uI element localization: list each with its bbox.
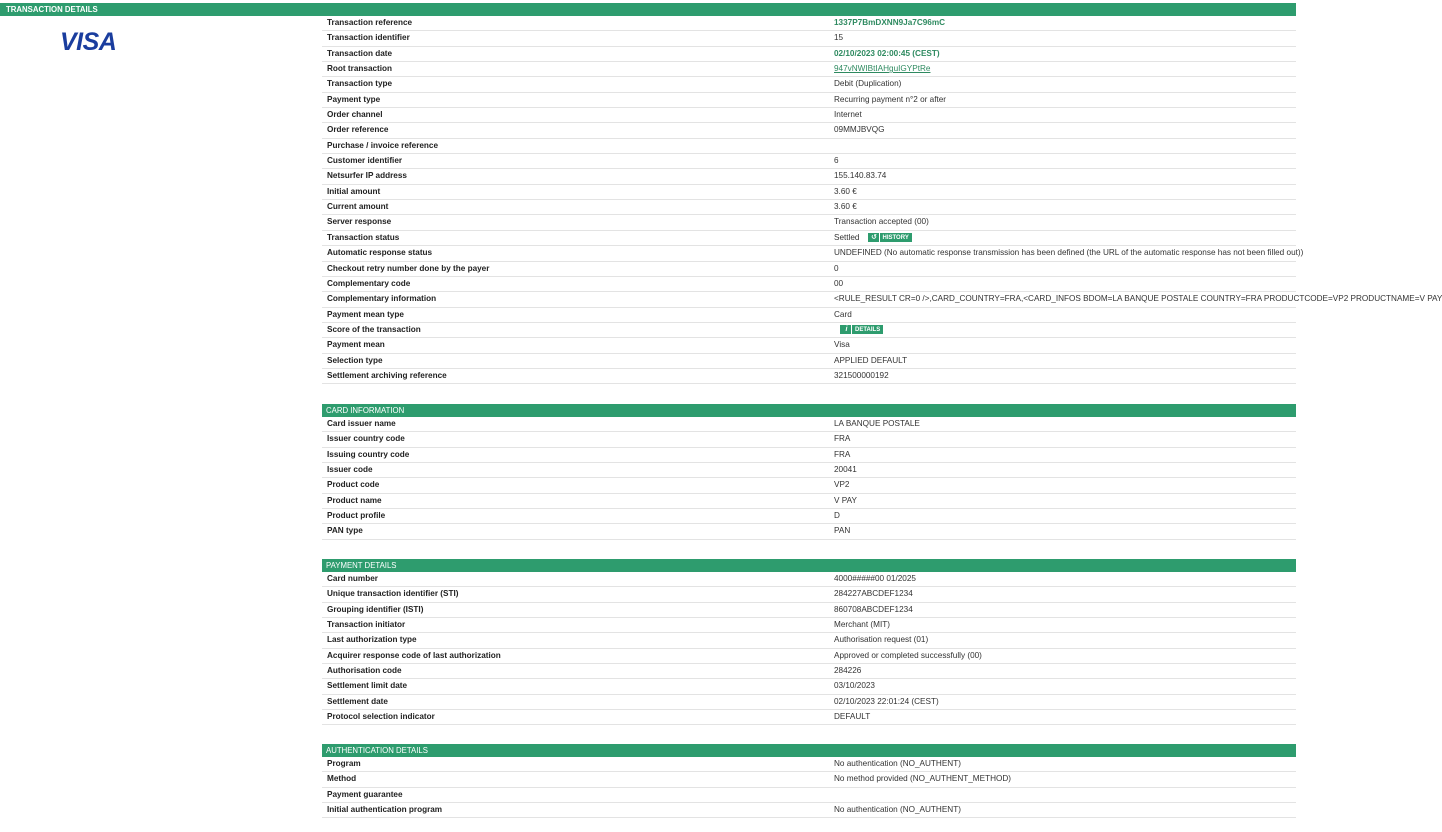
row-order-reference <box>322 123 1296 138</box>
field-label: Payment mean <box>327 340 385 350</box>
field-value-text: 02/10/2023 02:00:45 (CEST) <box>834 48 940 58</box>
field-value <box>834 292 1442 306</box>
field-value <box>834 695 1296 709</box>
field-label: Transaction type <box>327 79 393 89</box>
field-label: Payment guarantee <box>327 789 403 799</box>
field-label: Transaction reference <box>327 18 413 27</box>
row-program <box>322 757 1296 772</box>
field-value <box>834 154 1296 168</box>
row-payment-type <box>322 93 1296 108</box>
field-value <box>834 603 1296 617</box>
field-value-text: 00 <box>834 278 844 288</box>
field-value-text: 284226 <box>834 666 862 676</box>
field-label: Issuer country code <box>327 434 405 444</box>
row-authorisation-code <box>322 664 1296 679</box>
field-value-text: 03/10/2023 <box>834 681 875 691</box>
history-button[interactable] <box>868 233 912 242</box>
field-value-text: APPLIED DEFAULT <box>834 355 908 365</box>
field-value <box>834 93 1296 107</box>
row-payment-mean-type <box>322 308 1296 323</box>
field-value <box>834 16 1296 30</box>
field-value-text: V PAY <box>834 495 857 505</box>
field-value <box>834 524 1296 538</box>
field-value <box>834 494 1296 508</box>
root-transaction-link[interactable] <box>834 62 1296 76</box>
row-issuer-country-code <box>322 432 1296 447</box>
row-payment-mean <box>322 338 1296 353</box>
field-value <box>834 633 1296 647</box>
row-current-amount <box>322 200 1296 215</box>
field-label: Transaction date <box>327 48 393 58</box>
row-pan-type <box>322 524 1296 539</box>
field-value-text: VP2 <box>834 480 850 490</box>
field-value-text: Merchant (MIT) <box>834 620 890 630</box>
row-transaction-type <box>322 77 1296 92</box>
field-label: Acquirer response code of last authorization <box>327 650 501 660</box>
row-payment-guarantee <box>322 788 1296 803</box>
field-value-text: Visa <box>834 340 850 350</box>
field-value-text: <RULE_RESULT CR=0 />,CARD_COUNTRY=FRA,<CARD_INFOS BDOM=LA BANQUE POSTALE COUNTRY=FRA PRODUCTCODE=VP2 PRODUCTNAME=V PAY <box>834 294 1442 304</box>
field-label: Netsurfer IP address <box>327 171 407 181</box>
row-customer-identifier <box>322 154 1296 169</box>
field-value-text: FRA <box>834 449 851 459</box>
field-value <box>834 231 1296 245</box>
field-label: Current amount <box>327 202 389 212</box>
field-value <box>834 215 1296 229</box>
field-label: Payment type <box>327 94 381 104</box>
field-label: Order reference <box>327 125 389 135</box>
field-value <box>834 47 1296 61</box>
transaction-details-header: TRANSACTION DETAILS <box>0 3 1296 16</box>
row-issuer-code <box>322 463 1296 478</box>
field-value <box>834 463 1296 477</box>
field-label: Purchase / invoice reference <box>327 140 439 150</box>
field-value-text: Approved or completed successfully (00) <box>834 650 982 660</box>
field-value <box>834 679 1296 693</box>
row-initial-authentication-program <box>322 803 1296 818</box>
field-value-text: 947vNWIBtIAHguIGYPtRe <box>834 64 931 74</box>
field-label: Initial authentication program <box>327 805 443 815</box>
field-value-text: No authentication (NO_AUTHENT) <box>834 805 961 815</box>
field-value <box>834 803 1296 817</box>
field-value <box>834 710 1296 724</box>
field-value-text: Transaction accepted (00) <box>834 217 929 227</box>
card-information-section <box>322 404 1296 540</box>
field-value-text: No method provided (NO_AUTHENT_METHOD) <box>834 774 1011 784</box>
field-value-text: 0 <box>834 263 839 273</box>
field-value <box>834 123 1296 137</box>
history-clock-icon: ↺ <box>870 233 880 242</box>
field-value <box>834 323 1296 337</box>
field-value <box>834 587 1296 601</box>
field-value-text: 284227ABCDEF1234 <box>834 589 913 599</box>
row-order-channel <box>322 108 1296 123</box>
row-initial-amount <box>322 185 1296 200</box>
row-score-of-the-transaction <box>322 323 1296 338</box>
field-label: Complementary information <box>327 294 437 304</box>
row-selection-type <box>322 354 1296 369</box>
field-value-text: 4000#####00 01/2025 <box>834 574 916 583</box>
row-grouping-identifier-isti <box>322 603 1296 618</box>
row-automatic-response-status <box>322 246 1304 261</box>
field-value-text: DEFAULT <box>834 712 871 722</box>
field-value <box>834 354 1296 368</box>
field-label: Product name <box>327 495 382 505</box>
field-value <box>834 108 1296 122</box>
field-label: Transaction identifier <box>327 33 410 43</box>
details-button[interactable] <box>840 325 883 334</box>
row-checkout-retry-number-done-by-the-payer <box>322 262 1296 277</box>
row-complementary-code <box>322 277 1296 292</box>
field-label: PAN type <box>327 526 363 536</box>
row-complementary-information <box>322 292 1442 307</box>
field-value <box>834 509 1296 523</box>
field-label: Automatic response status <box>327 248 433 258</box>
field-value <box>834 369 1296 383</box>
field-value <box>834 649 1296 663</box>
field-label: Product profile <box>327 511 386 521</box>
field-label: Complementary code <box>327 278 411 288</box>
row-issuing-country-code <box>322 448 1296 463</box>
field-label: Settlement limit date <box>327 681 408 691</box>
field-label: Card issuer name <box>327 419 396 428</box>
row-server-response <box>322 215 1296 230</box>
field-value-text: No authentication (NO_AUTHENT) <box>834 759 961 768</box>
authentication-details-header: AUTHENTICATION DETAILS <box>322 744 1296 757</box>
field-value-text: Card <box>834 309 852 319</box>
field-label: Issuer code <box>327 465 373 475</box>
field-label: Issuing country code <box>327 449 410 459</box>
row-settlement-limit-date <box>322 679 1296 694</box>
details-label: DETAILS <box>855 327 881 334</box>
field-value-text: 20041 <box>834 465 857 475</box>
field-value <box>834 572 1296 586</box>
field-value <box>834 618 1296 632</box>
field-value-text: 155.140.83.74 <box>834 171 887 181</box>
field-label: Card number <box>327 574 378 583</box>
field-label: Checkout retry number done by the payer <box>327 263 490 273</box>
field-label: Payment mean type <box>327 309 404 319</box>
row-root-transaction <box>322 62 1296 77</box>
field-label: Score of the transaction <box>327 324 421 334</box>
field-value-text: 860708ABCDEF1234 <box>834 604 913 614</box>
transaction-details-section <box>322 16 1442 384</box>
field-label: Customer identifier <box>327 156 403 166</box>
field-value <box>834 308 1296 322</box>
field-value-text: 1337P7BmDXNN9Ja7C96mC <box>834 18 946 27</box>
field-value-text: Authorisation request (01) <box>834 635 929 645</box>
field-value-text: 3.60 € <box>834 186 857 196</box>
field-value <box>834 338 1296 352</box>
payment-details-header: PAYMENT DETAILS <box>322 559 1296 572</box>
field-label: Method <box>327 774 357 784</box>
field-value <box>834 757 1296 771</box>
card-information-header: CARD INFORMATION <box>322 404 1296 417</box>
field-label: Product code <box>327 480 380 490</box>
payment-details-section <box>322 559 1296 725</box>
field-label: Program <box>327 759 361 768</box>
history-label: HISTORY <box>882 235 909 242</box>
field-value <box>834 478 1296 492</box>
field-value <box>834 262 1296 276</box>
row-transaction-reference <box>322 16 1296 31</box>
field-value <box>834 277 1296 291</box>
row-settlement-archiving-reference <box>322 369 1296 384</box>
field-value-text: Recurring payment n°2 or after <box>834 94 947 104</box>
field-value <box>834 31 1296 45</box>
row-card-issuer-name <box>322 417 1296 432</box>
field-value <box>834 664 1296 678</box>
field-value <box>834 169 1296 183</box>
field-label: Protocol selection indicator <box>327 712 435 722</box>
field-label: Selection type <box>327 355 383 365</box>
field-value <box>834 246 1304 260</box>
info-icon: i <box>842 325 852 334</box>
field-value <box>834 772 1296 786</box>
field-value <box>834 185 1296 199</box>
field-value-text: 321500000192 <box>834 370 889 380</box>
field-label: Settlement date <box>327 696 388 706</box>
field-label: Authorisation code <box>327 666 402 676</box>
field-value-text: 15 <box>834 33 844 43</box>
field-value-text: FRA <box>834 434 851 444</box>
field-label: Server response <box>327 217 392 227</box>
row-purchase-invoice-reference <box>322 139 1296 154</box>
field-value <box>834 432 1296 446</box>
row-product-code <box>322 478 1296 493</box>
row-product-profile <box>322 509 1296 524</box>
field-value-text: 3.60 € <box>834 202 857 212</box>
authentication-details-section <box>322 744 1296 818</box>
field-value-text: LA BANQUE POSTALE <box>834 419 920 428</box>
field-value-text: Debit (Duplication) <box>834 79 902 89</box>
field-value <box>834 200 1296 214</box>
row-card-number <box>322 572 1296 587</box>
row-method <box>322 772 1296 787</box>
field-value-text: Internet <box>834 110 862 120</box>
field-label: Order channel <box>327 110 383 120</box>
field-value-text: UNDEFINED (No automatic response transmission has been defined (the URL of the automatic response has not been filled out)) <box>834 248 1304 258</box>
field-value <box>834 77 1296 91</box>
field-value-text: 6 <box>834 156 839 166</box>
visa-logo: VISA <box>60 28 117 56</box>
field-label: Settlement archiving reference <box>327 370 447 380</box>
field-value-text: D <box>834 511 840 521</box>
field-label: Transaction initiator <box>327 620 406 630</box>
row-unique-transaction-identifier-sti <box>322 587 1296 602</box>
row-netsurfer-ip-address <box>322 169 1296 184</box>
row-last-authorization-type <box>322 633 1296 648</box>
field-label: Initial amount <box>327 186 381 196</box>
field-label: Root transaction <box>327 64 393 74</box>
field-label: Last authorization type <box>327 635 417 645</box>
field-label: Transaction status <box>327 232 400 242</box>
field-label: Unique transaction identifier (STI) <box>327 589 459 599</box>
field-value-text: 02/10/2023 22:01:24 (CEST) <box>834 696 939 706</box>
row-acquirer-response-code-of-last-authorization <box>322 649 1296 664</box>
row-transaction-initiator <box>322 618 1296 633</box>
row-settlement-date <box>322 695 1296 710</box>
field-label: Grouping identifier (ISTI) <box>327 604 424 614</box>
row-protocol-selection-indicator <box>322 710 1296 725</box>
row-transaction-identifier <box>322 31 1296 46</box>
row-transaction-date <box>322 47 1296 62</box>
row-product-name <box>322 494 1296 509</box>
field-value <box>834 448 1296 462</box>
field-value <box>834 417 1296 431</box>
row-transaction-status <box>322 231 1296 246</box>
field-value-text: Settled <box>834 232 860 242</box>
field-value-text: 09MMJBVQG <box>834 125 885 135</box>
field-value-text: PAN <box>834 526 851 536</box>
